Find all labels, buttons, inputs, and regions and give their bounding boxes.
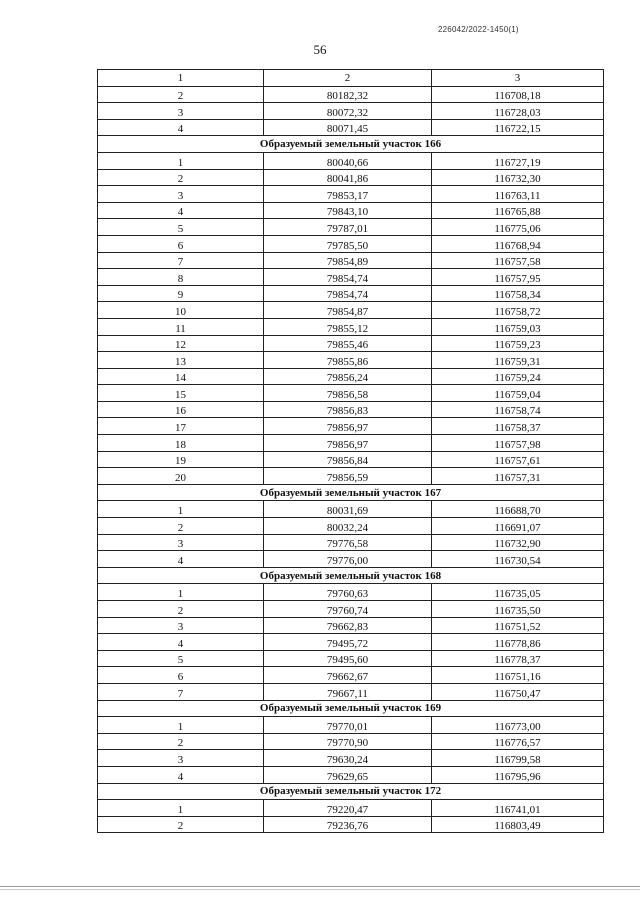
y-coordinate-cell: 116759,04: [432, 385, 604, 402]
x-coordinate-cell: 79220,47: [264, 800, 432, 817]
table-row: [98, 418, 604, 435]
y-coordinate-cell: 116778,37: [432, 650, 604, 667]
land-plot-section-title: Образуемый земельный участок 169: [98, 700, 604, 717]
table-row: [98, 766, 604, 783]
table-row: [98, 86, 604, 103]
table-row: [98, 302, 604, 319]
table-row: [98, 269, 604, 286]
land-plot-section-title: Образуемый земельный участок 167: [98, 484, 604, 501]
table-row: [98, 717, 604, 734]
y-coordinate-cell: 116768,94: [432, 235, 604, 252]
y-coordinate-cell: 116803,49: [432, 816, 604, 833]
table-row: [98, 451, 604, 468]
x-coordinate-cell: 79785,50: [264, 235, 432, 252]
x-coordinate-cell: 79760,63: [264, 584, 432, 601]
table-row: [98, 617, 604, 634]
table-row: [98, 169, 604, 186]
x-coordinate-cell: 79856,58: [264, 385, 432, 402]
x-coordinate-cell: 80071,45: [264, 119, 432, 136]
point-number-cell: 16: [98, 401, 264, 418]
point-number-cell: 7: [98, 683, 264, 700]
point-number-cell: 3: [98, 534, 264, 551]
point-number-cell: 17: [98, 418, 264, 435]
x-coordinate-cell: 79629,65: [264, 766, 432, 783]
point-number-cell: 9: [98, 285, 264, 302]
y-coordinate-cell: 116776,57: [432, 733, 604, 750]
x-coordinate-cell: 79667,11: [264, 683, 432, 700]
y-coordinate-cell: 116750,47: [432, 683, 604, 700]
table-row: [98, 683, 604, 700]
point-number-cell: 4: [98, 634, 264, 651]
y-coordinate-cell: 116758,37: [432, 418, 604, 435]
y-coordinate-cell: 116735,05: [432, 584, 604, 601]
y-coordinate-cell: 116708,18: [432, 86, 604, 103]
x-coordinate-cell: 79854,89: [264, 252, 432, 269]
point-number-cell: 2: [98, 86, 264, 103]
table-row: [98, 650, 604, 667]
x-coordinate-cell: 79787,01: [264, 219, 432, 236]
coordinates-table: [97, 69, 604, 833]
point-number-cell: 1: [98, 717, 264, 734]
point-number-cell: 3: [98, 103, 264, 120]
table-row: [98, 733, 604, 750]
x-coordinate-cell: 79662,67: [264, 667, 432, 684]
x-coordinate-cell: 79770,90: [264, 733, 432, 750]
header-cell-y: 3: [432, 70, 604, 87]
table-row: [98, 352, 604, 369]
section-title-row: [98, 700, 604, 717]
x-coordinate-cell: 79856,84: [264, 451, 432, 468]
x-coordinate-cell: 79853,17: [264, 186, 432, 203]
y-coordinate-cell: 116759,23: [432, 335, 604, 352]
x-coordinate-cell: 80032,24: [264, 518, 432, 535]
footer-divider-secondary: [0, 889, 640, 890]
point-number-cell: 4: [98, 202, 264, 219]
x-coordinate-cell: 79855,12: [264, 318, 432, 335]
point-number-cell: 2: [98, 601, 264, 618]
y-coordinate-cell: 116727,19: [432, 152, 604, 169]
point-number-cell: 2: [98, 518, 264, 535]
y-coordinate-cell: 116758,72: [432, 302, 604, 319]
point-number-cell: 1: [98, 501, 264, 518]
table-row: [98, 534, 604, 551]
point-number-cell: 1: [98, 584, 264, 601]
point-number-cell: 19: [98, 451, 264, 468]
y-coordinate-cell: 116759,24: [432, 368, 604, 385]
land-plot-section-title: Образуемый земельный участок 172: [98, 783, 604, 800]
y-coordinate-cell: 116773,00: [432, 717, 604, 734]
table-row: [98, 219, 604, 236]
point-number-cell: 14: [98, 368, 264, 385]
point-number-cell: 8: [98, 269, 264, 286]
x-coordinate-cell: 79856,59: [264, 468, 432, 485]
y-coordinate-cell: 116775,06: [432, 219, 604, 236]
point-number-cell: 6: [98, 235, 264, 252]
land-plot-section-title: Образуемый земельный участок 166: [98, 136, 604, 153]
point-number-cell: 5: [98, 219, 264, 236]
land-plot-section-title: Образуемый земельный участок 168: [98, 567, 604, 584]
table-row: [98, 186, 604, 203]
table-row: [98, 816, 604, 833]
y-coordinate-cell: 116757,61: [432, 451, 604, 468]
section-title-row: [98, 484, 604, 501]
y-coordinate-cell: 116757,95: [432, 269, 604, 286]
table-row: [98, 285, 604, 302]
table-row: [98, 601, 604, 618]
x-coordinate-cell: 80072,32: [264, 103, 432, 120]
y-coordinate-cell: 116778,86: [432, 634, 604, 651]
table-row: [98, 634, 604, 651]
y-coordinate-cell: 116765,88: [432, 202, 604, 219]
point-number-cell: 2: [98, 816, 264, 833]
y-coordinate-cell: 116799,58: [432, 750, 604, 767]
y-coordinate-cell: 116732,30: [432, 169, 604, 186]
table-row: [98, 252, 604, 269]
table-row: [98, 368, 604, 385]
point-number-cell: 5: [98, 650, 264, 667]
point-number-cell: 13: [98, 352, 264, 369]
x-coordinate-cell: 80031,69: [264, 501, 432, 518]
x-coordinate-cell: 79630,24: [264, 750, 432, 767]
x-coordinate-cell: 79776,00: [264, 551, 432, 568]
section-title-row: [98, 567, 604, 584]
point-number-cell: 12: [98, 335, 264, 352]
y-coordinate-cell: 116758,74: [432, 401, 604, 418]
y-coordinate-cell: 116688,70: [432, 501, 604, 518]
table-row: [98, 318, 604, 335]
x-coordinate-cell: 79495,60: [264, 650, 432, 667]
x-coordinate-cell: 79662,83: [264, 617, 432, 634]
table-row: [98, 435, 604, 452]
section-title-row: [98, 136, 604, 153]
point-number-cell: 4: [98, 766, 264, 783]
point-number-cell: 4: [98, 119, 264, 136]
y-coordinate-cell: 116741,01: [432, 800, 604, 817]
table-row: [98, 335, 604, 352]
header-cell-point-number: 1: [98, 70, 264, 87]
table-row: [98, 551, 604, 568]
point-number-cell: 7: [98, 252, 264, 269]
point-number-cell: 20: [98, 468, 264, 485]
table-row: [98, 501, 604, 518]
x-coordinate-cell: 79495,72: [264, 634, 432, 651]
x-coordinate-cell: 79760,74: [264, 601, 432, 618]
table-row: [98, 235, 604, 252]
x-coordinate-cell: 79854,74: [264, 269, 432, 286]
table-header-row: [98, 70, 604, 87]
table-row: [98, 584, 604, 601]
point-number-cell: 3: [98, 750, 264, 767]
x-coordinate-cell: 79856,97: [264, 418, 432, 435]
y-coordinate-cell: 116759,31: [432, 352, 604, 369]
x-coordinate-cell: 79776,58: [264, 534, 432, 551]
y-coordinate-cell: 116730,54: [432, 551, 604, 568]
point-number-cell: 18: [98, 435, 264, 452]
point-number-cell: 2: [98, 733, 264, 750]
point-number-cell: 1: [98, 800, 264, 817]
point-number-cell: 2: [98, 169, 264, 186]
point-number-cell: 3: [98, 617, 264, 634]
y-coordinate-cell: 116757,31: [432, 468, 604, 485]
footer-divider: [0, 886, 640, 887]
y-coordinate-cell: 116758,34: [432, 285, 604, 302]
point-number-cell: 11: [98, 318, 264, 335]
y-coordinate-cell: 116757,98: [432, 435, 604, 452]
x-coordinate-cell: 79855,46: [264, 335, 432, 352]
y-coordinate-cell: 116728,03: [432, 103, 604, 120]
x-coordinate-cell: 79236,76: [264, 816, 432, 833]
x-coordinate-cell: 80040,66: [264, 152, 432, 169]
x-coordinate-cell: 79854,87: [264, 302, 432, 319]
point-number-cell: 6: [98, 667, 264, 684]
point-number-cell: 3: [98, 186, 264, 203]
table-row: [98, 385, 604, 402]
section-title-row: [98, 783, 604, 800]
table-row: [98, 800, 604, 817]
x-coordinate-cell: 79843,10: [264, 202, 432, 219]
coordinates-table-body: [98, 70, 604, 833]
table-row: [98, 667, 604, 684]
point-number-cell: 10: [98, 302, 264, 319]
x-coordinate-cell: 79856,24: [264, 368, 432, 385]
y-coordinate-cell: 116691,07: [432, 518, 604, 535]
table-row: [98, 750, 604, 767]
y-coordinate-cell: 116722,15: [432, 119, 604, 136]
table-row: [98, 103, 604, 120]
point-number-cell: 4: [98, 551, 264, 568]
y-coordinate-cell: 116759,03: [432, 318, 604, 335]
y-coordinate-cell: 116751,16: [432, 667, 604, 684]
table-row: [98, 401, 604, 418]
document-reference-number: 226042/2022-1450(1): [438, 25, 519, 34]
page-number: 56: [313, 42, 327, 57]
y-coordinate-cell: 116735,50: [432, 601, 604, 618]
x-coordinate-cell: 79770,01: [264, 717, 432, 734]
y-coordinate-cell: 116751,52: [432, 617, 604, 634]
table-row: [98, 152, 604, 169]
y-coordinate-cell: 116732,90: [432, 534, 604, 551]
header-cell-x: 2: [264, 70, 432, 87]
table-row: [98, 202, 604, 219]
point-number-cell: 1: [98, 152, 264, 169]
point-number-cell: 15: [98, 385, 264, 402]
x-coordinate-cell: 79854,74: [264, 285, 432, 302]
y-coordinate-cell: 116763,11: [432, 186, 604, 203]
x-coordinate-cell: 80182,32: [264, 86, 432, 103]
table-row: [98, 119, 604, 136]
x-coordinate-cell: 79856,83: [264, 401, 432, 418]
x-coordinate-cell: 79855,86: [264, 352, 432, 369]
y-coordinate-cell: 116795,96: [432, 766, 604, 783]
x-coordinate-cell: 80041,86: [264, 169, 432, 186]
x-coordinate-cell: 79856,97: [264, 435, 432, 452]
table-row: [98, 468, 604, 485]
table-row: [98, 518, 604, 535]
y-coordinate-cell: 116757,58: [432, 252, 604, 269]
